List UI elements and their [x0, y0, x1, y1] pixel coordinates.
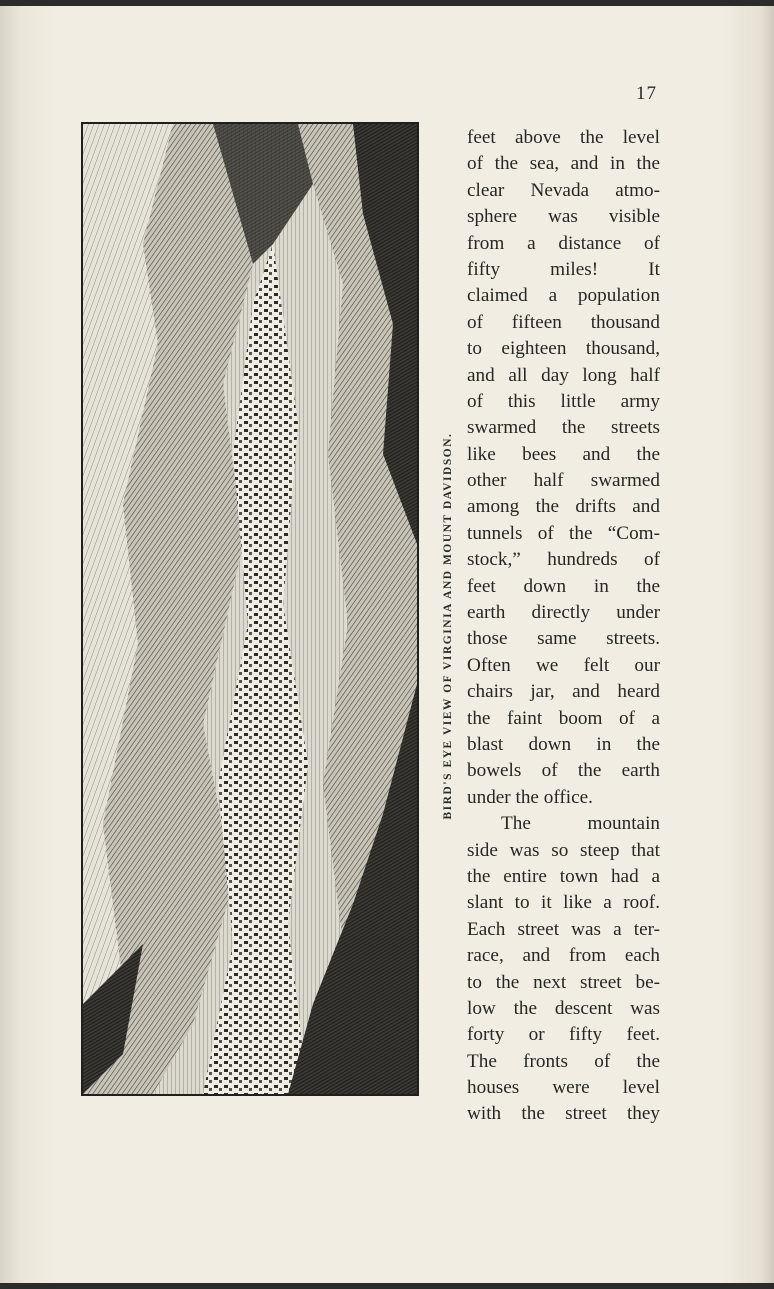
page-number: 17 [636, 83, 657, 104]
text-line: sphere was visible [467, 206, 660, 228]
text-line: blast down in the [467, 733, 660, 755]
text-line: forty or fifty feet. [467, 1024, 660, 1046]
text-line: among the drifts and [467, 496, 660, 518]
text-line: swarmed the streets [467, 417, 660, 439]
text-line: houses were level [467, 1077, 660, 1099]
body-text-column [467, 125, 660, 1128]
text-line: earth directly under [467, 602, 660, 624]
text-line: fifty miles! It [467, 258, 660, 280]
text-line: the faint boom of a [467, 707, 660, 729]
text-line: stock,” hundreds of [467, 549, 660, 571]
text-line: from a distance of [467, 232, 660, 254]
text-line: bowels of the earth [467, 760, 660, 782]
text-line: of this little army [467, 390, 660, 412]
text-line: clear Nevada atmo- [467, 179, 660, 201]
text-line: Each street was a ter- [467, 918, 660, 940]
text-line: low the descent was [467, 997, 660, 1019]
text-line: to eighteen thousand, [467, 338, 660, 360]
text-line: claimed a population [467, 285, 660, 307]
text-line: those same streets. [467, 628, 660, 650]
book-page [0, 6, 774, 1283]
text-line: feet down in the [467, 575, 660, 597]
text-line: feet above the level [467, 127, 660, 148]
text-line: chairs jar, and heard [467, 681, 660, 703]
text-line: and all day long half [467, 364, 660, 386]
text-line: other half swarmed [467, 470, 660, 492]
figure-caption [437, 432, 459, 820]
text-line: with the street they [467, 1103, 660, 1125]
text-line: The fronts of the [467, 1050, 660, 1072]
text-line: of the sea, and in the [467, 153, 660, 175]
text-line: tunnels of the “Com- [467, 522, 660, 544]
text-line: under the office. [467, 786, 593, 808]
text-line: the entire town had a [467, 865, 660, 887]
figure-caption-text: BIRD'S EYE VIEW OF VIRGINIA AND MOUNT DAVIDSON. [442, 432, 454, 820]
text-line: Often we felt our [467, 654, 660, 676]
text-line: The mountain [501, 813, 660, 835]
text-line: slant to it like a roof. [467, 892, 660, 914]
text-line: side was so steep that [467, 839, 660, 861]
text-line: of fifteen thousand [467, 311, 660, 333]
text-line: to the next street be- [467, 971, 660, 993]
text-line: race, and from each [467, 945, 660, 967]
text-line: like bees and the [467, 443, 660, 465]
engraving-illustration [81, 122, 419, 1096]
